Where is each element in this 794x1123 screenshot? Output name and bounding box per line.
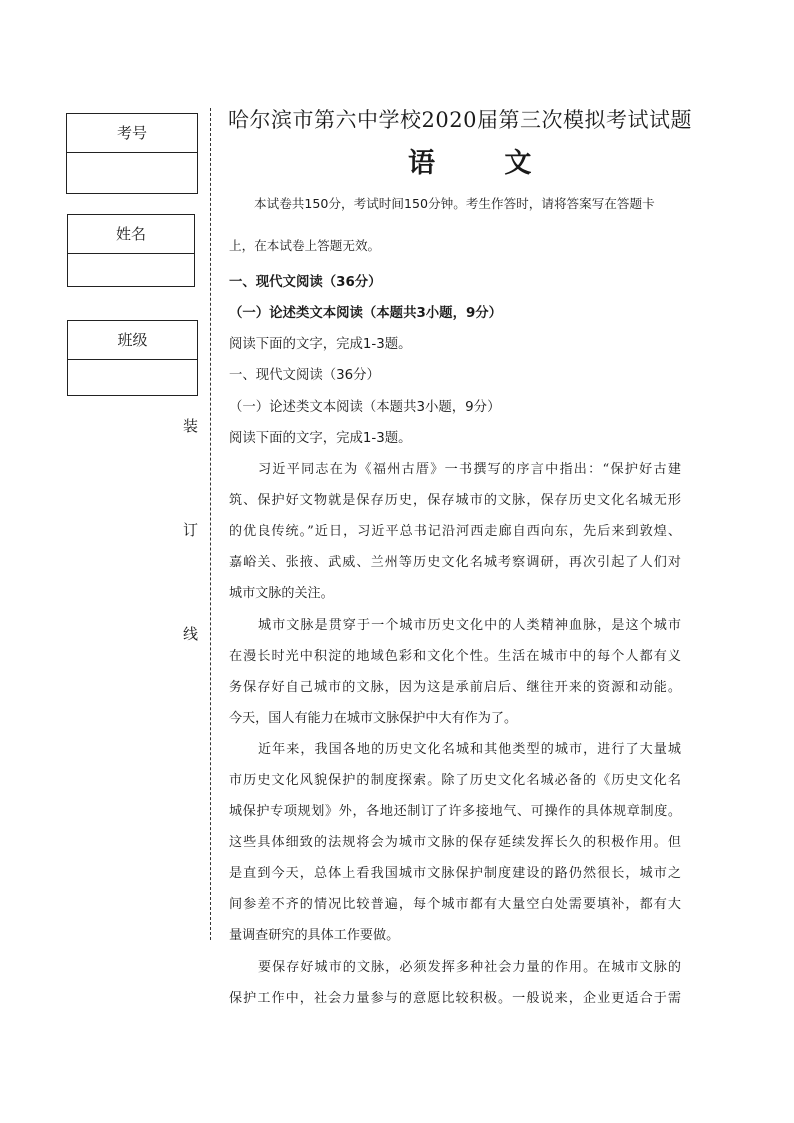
class-box (67, 320, 198, 396)
class-field[interactable] (68, 360, 197, 397)
passage-p3-line: 市历史文化风貌保护的制度探索。除了历史文化名城必备的《历史文化名 (229, 773, 681, 788)
intro-line-2: 上，在本试卷上答题无效。 (229, 238, 381, 253)
passage-p2-line: 务保存好自己城市的文脉，因为这是承前启后、继往开来的资源和动能。 (229, 680, 681, 695)
passage-p2-line: 今天，国人有能力在城市文脉保护中大有作为了。 (229, 711, 518, 726)
section-heading: 一、现代文阅读（36分） (229, 275, 382, 290)
name-box (67, 214, 195, 287)
passage-p4-line: 保护工作中，社会力量参与的意愿比较积极。一般说来，企业更适合于需 (229, 991, 681, 1006)
passage-p1-line: 嘉峪关、张掖、武威、兰州等历史文化名城考察调研，再次引起了人们对 (229, 555, 681, 570)
reading-instruction: 阅读下面的文字，完成1-3题。 (229, 337, 412, 352)
class-label: 班级 (68, 321, 197, 360)
passage-p1-line: 习近平同志在为《福州古厝》一书撰写的序言中指出：“保护好古建 (258, 462, 681, 477)
subject-title: 语 文 (408, 148, 562, 179)
exam-title: 哈尔滨市第六中学校2020届第三次模拟考试试题 (228, 108, 692, 132)
passage-p3-line: 这些具体细致的法规将会为城市文脉的保存延续发挥长久的积极作用。但 (229, 835, 681, 850)
intro-line-1: 本试卷共150分，考试时间150分钟。考生作答时，请将答案写在答题卡 (254, 196, 655, 211)
passage-p2-line: 城市文脉是贯穿于一个城市历史文化中的人类精神血脉，是这个城市 (258, 618, 681, 633)
name-label: 姓名 (68, 215, 194, 254)
exam-number-field[interactable] (67, 153, 197, 195)
passage-p3-line: 量调查研究的具体工作要做。 (229, 928, 400, 943)
subsection-heading-repeat: （一）论述类文本阅读（本题共3小题，9分） (229, 400, 501, 415)
passage-p1-line: 城市文脉的关注。 (229, 586, 334, 601)
passage-p1-line: 筑、保护好文物就是保存历史，保存城市的文脉，保存历史文化名城无形 (229, 493, 681, 508)
binding-dashed-line (210, 108, 211, 940)
binding-char-zhuang: 装 (183, 417, 199, 435)
binding-char-ding: 订 (183, 521, 199, 539)
passage-p3-line: 城保护专项规划》外，各地还制订了许多接地气、可操作的具体规章制度。 (229, 804, 681, 819)
passage-p2-line: 在漫长时光中积淀的地域色彩和文化个性。生活在城市中的每个人都有义 (229, 649, 681, 664)
passage-p1-line: 的优良传统。”近日，习近平总书记沿河西走廊自西向东，先后来到敦煌、 (229, 524, 681, 539)
section-heading-repeat: 一、现代文阅读（36分） (229, 368, 380, 383)
exam-number-label: 考号 (67, 114, 197, 153)
passage-p4-line: 要保存好城市的文脉，必须发挥多种社会力量的作用。在城市文脉的 (258, 960, 681, 975)
passage-p3-line: 近年来，我国各地的历史文化名城和其他类型的城市，进行了大量城 (258, 742, 681, 757)
passage-p3-line: 是直到今天，总体上看我国城市文脉保护制度建设的路仍然很长，城市之 (229, 866, 681, 881)
subsection-heading: （一）论述类文本阅读（本题共3小题，9分） (229, 306, 503, 321)
exam-number-box (66, 113, 198, 194)
binding-char-xian: 线 (183, 625, 199, 643)
name-field[interactable] (68, 254, 194, 288)
passage-p3-line: 间参差不齐的情况比较普遍，每个城市都有大量空白处需要填补，都有大 (229, 897, 681, 912)
reading-instruction-repeat: 阅读下面的文字，完成1-3题。 (229, 431, 412, 446)
